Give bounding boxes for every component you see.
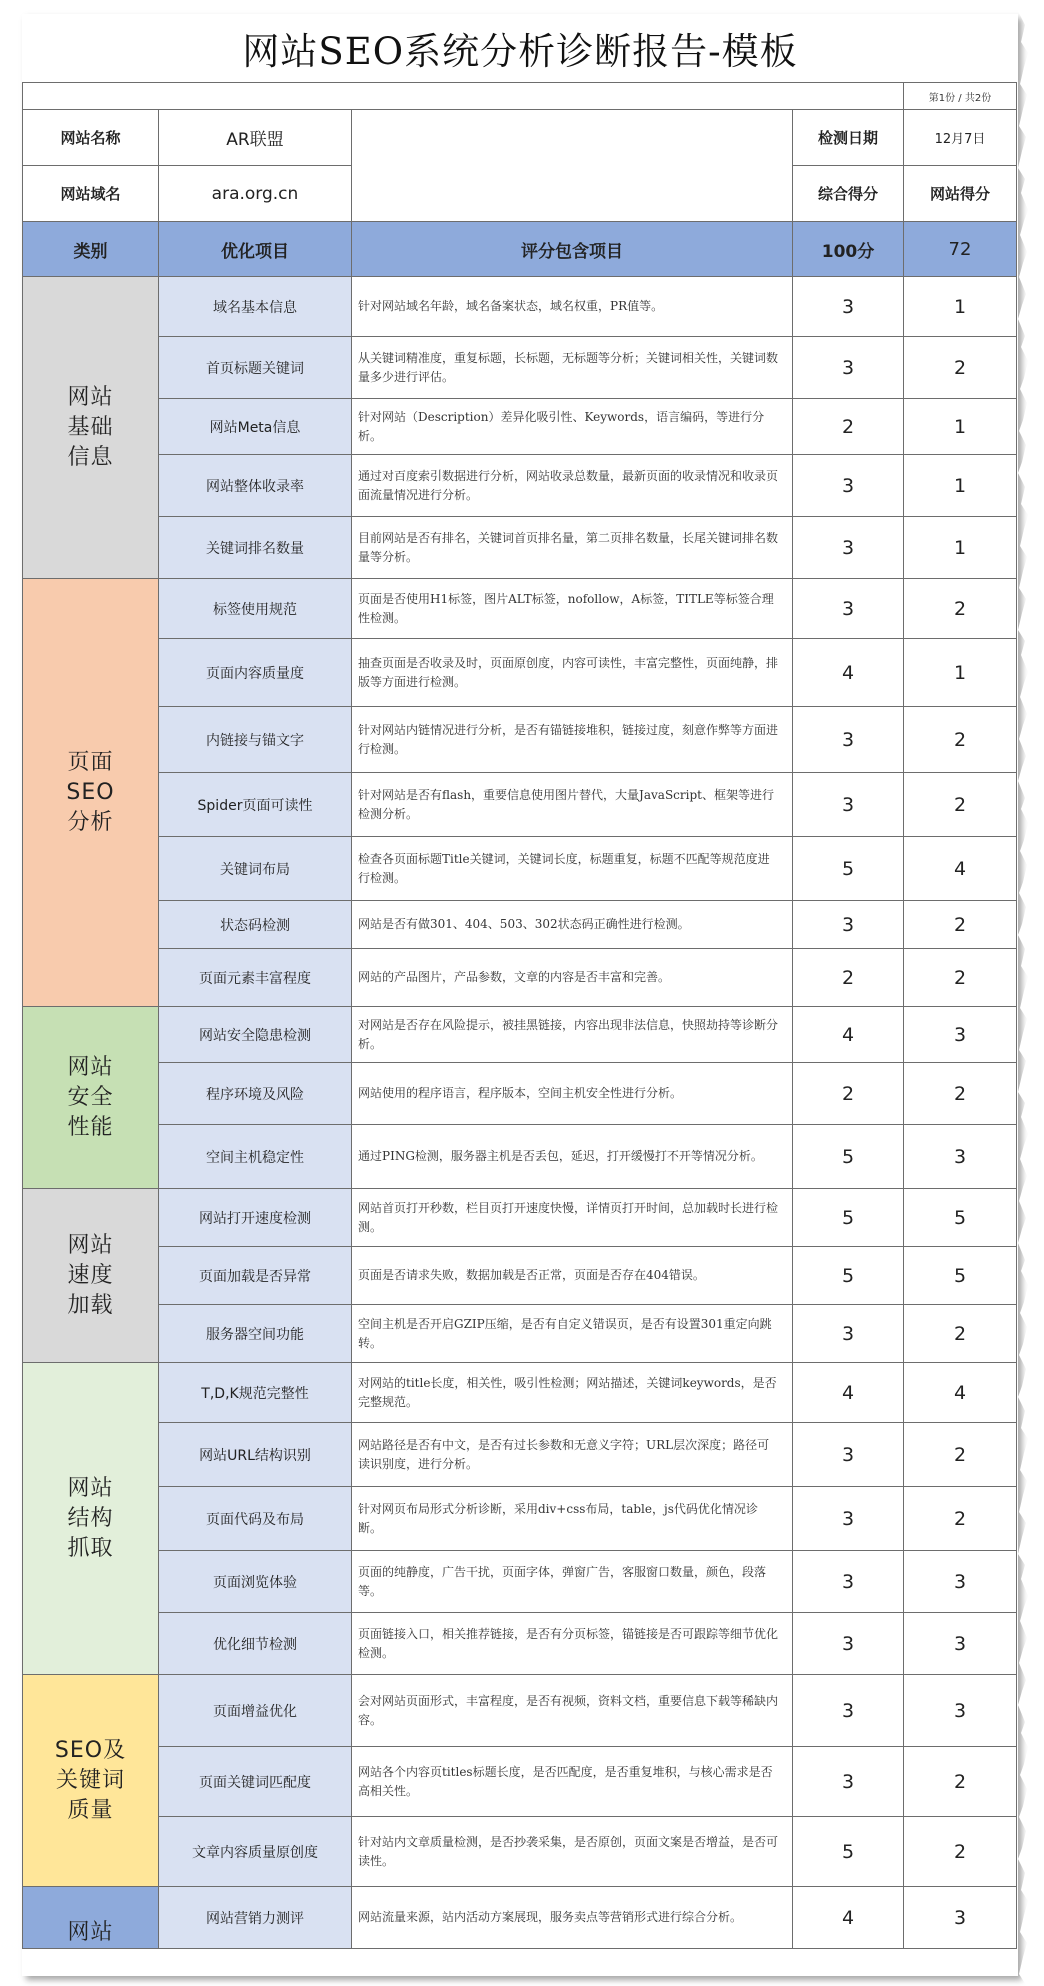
item-name: 域名基本信息	[159, 277, 352, 337]
page-info: 第1份 / 共2份	[904, 83, 1017, 110]
item-name: 网站打开速度检测	[159, 1189, 352, 1247]
header-desc: 评分包含项目	[352, 222, 793, 277]
item-full-score: 5	[793, 1247, 904, 1305]
item-description: 会对网站页面形式，丰富程度，是否有视频，资料文档，重要信息下载等稀缺内容。	[352, 1675, 793, 1747]
item-name: 关键词布局	[159, 837, 352, 901]
item-name: 服务器空间功能	[159, 1305, 352, 1363]
item-full-score: 3	[793, 1613, 904, 1675]
item-full-score: 3	[793, 1423, 904, 1487]
table-row	[23, 1675, 1017, 1747]
item-full-score: 2	[793, 399, 904, 455]
item-name: 优化细节检测	[159, 1613, 352, 1675]
item-name: 网站URL结构识别	[159, 1423, 352, 1487]
item-site-score: 5	[904, 1189, 1017, 1247]
item-name: Spider页面可读性	[159, 773, 352, 837]
header-row	[23, 222, 1017, 277]
item-site-score: 3	[904, 1551, 1017, 1613]
item-name: 网站Meta信息	[159, 399, 352, 455]
item-description: 从关键词精准度，重复标题，长标题，无标题等分析；关键词相关性，关键词数量多少进行评估。	[352, 337, 793, 399]
item-description: 通过对百度索引数据进行分析，网站收录总数量，最新页面的收录情况和收录页面流量情况进行分析。	[352, 455, 793, 517]
item-full-score: 4	[793, 639, 904, 707]
item-site-score: 2	[904, 1487, 1017, 1551]
item-site-score: 1	[904, 639, 1017, 707]
category-cell: 网站 基础 信息	[23, 277, 159, 579]
item-site-score: 1	[904, 399, 1017, 455]
torn-edge-path	[1018, 0, 1044, 1986]
item-description: 网站使用的程序语言，程序版本，空间主机安全性进行分析。	[352, 1063, 793, 1125]
table-row	[23, 1125, 1017, 1189]
item-name: 页面代码及布局	[159, 1487, 352, 1551]
item-name: 网站营销力测评	[159, 1887, 352, 1949]
site-score-label: 网站得分	[904, 166, 1017, 222]
item-site-score: 2	[904, 1063, 1017, 1125]
category-cell: 网站	[23, 1887, 159, 1949]
item-name: 页面浏览体验	[159, 1551, 352, 1613]
page-info-row	[23, 83, 1017, 110]
item-site-score: 3	[904, 1125, 1017, 1189]
table-row	[23, 277, 1017, 337]
table-row	[23, 1613, 1017, 1675]
header-score: 72	[904, 222, 1017, 277]
category-cell: SEO及 关键词 质量	[23, 1675, 159, 1887]
item-name: 页面关键词匹配度	[159, 1747, 352, 1817]
site-blank-cell	[352, 110, 793, 222]
table-row	[23, 773, 1017, 837]
table-row	[23, 337, 1017, 399]
report-table	[22, 82, 1017, 1949]
item-description: 空间主机是否开启GZIP压缩，是否有自定义错误页，是否有设置301重定向跳转。	[352, 1305, 793, 1363]
table-row	[23, 707, 1017, 773]
table-row	[23, 1747, 1017, 1817]
item-name: 空间主机稳定性	[159, 1125, 352, 1189]
item-name: 页面加载是否异常	[159, 1247, 352, 1305]
item-site-score: 4	[904, 1363, 1017, 1423]
category-cell: 页面 SEO 分析	[23, 579, 159, 1007]
item-site-score: 2	[904, 337, 1017, 399]
item-description: 对网站是否存在风险提示，被挂黑链接，内容出现非法信息，快照劫持等诊断分析。	[352, 1007, 793, 1063]
item-name: 页面增益优化	[159, 1675, 352, 1747]
item-site-score: 3	[904, 1675, 1017, 1747]
item-full-score: 3	[793, 517, 904, 579]
item-full-score: 3	[793, 455, 904, 517]
item-full-score: 4	[793, 1887, 904, 1949]
table-row	[23, 1363, 1017, 1423]
check-date-value: 12月7日	[904, 110, 1017, 166]
item-full-score: 5	[793, 837, 904, 901]
item-full-score: 3	[793, 1305, 904, 1363]
item-name: 首页标题关键词	[159, 337, 352, 399]
item-full-score: 3	[793, 707, 904, 773]
item-full-score: 4	[793, 1363, 904, 1423]
table-row	[23, 455, 1017, 517]
item-full-score: 5	[793, 1189, 904, 1247]
item-description: 网站是否有做301、404、503、302状态码正确性进行检测。	[352, 901, 793, 949]
table-row	[23, 1063, 1017, 1125]
item-site-score: 2	[904, 1305, 1017, 1363]
item-description: 目前网站是否有排名，关键词首页排名量，第二页排名数量，长尾关键词排名数量等分析。	[352, 517, 793, 579]
item-site-score: 3	[904, 1887, 1017, 1949]
item-full-score: 5	[793, 1125, 904, 1189]
item-site-score: 2	[904, 1817, 1017, 1887]
table-row	[23, 639, 1017, 707]
site-domain-value: ara.org.cn	[159, 166, 352, 222]
report-title: 网站SEO系统分析诊断报告-模板	[242, 30, 798, 73]
item-name: 页面元素丰富程度	[159, 949, 352, 1007]
category-cell: 网站 速度 加载	[23, 1189, 159, 1363]
item-full-score: 3	[793, 1487, 904, 1551]
item-full-score: 2	[793, 1063, 904, 1125]
header-item: 优化项目	[159, 222, 352, 277]
item-description: 针对网站内链情况进行分析，是否有锚链接堆积，链接过度，刻意作弊等方面进行检测。	[352, 707, 793, 773]
item-site-score: 2	[904, 579, 1017, 639]
item-description: 网站路径是否有中文，是否有过长参数和无意义字符；URL层次深度；路径可读识别度，进行分析。	[352, 1423, 793, 1487]
item-description: 针对网站（Description）差异化吸引性、Keywords，语言编码，等进行分析。	[352, 399, 793, 455]
site-domain-label: 网站域名	[23, 166, 159, 222]
header-total: 100分	[793, 222, 904, 277]
item-full-score: 3	[793, 337, 904, 399]
item-site-score: 1	[904, 455, 1017, 517]
table-row	[23, 1817, 1017, 1887]
item-site-score: 2	[904, 949, 1017, 1007]
item-name: 程序环境及风险	[159, 1063, 352, 1125]
table-row	[23, 1007, 1017, 1063]
header-category: 类别	[23, 222, 159, 277]
item-full-score: 5	[793, 1817, 904, 1887]
item-description: 网站各个内容页titles标题长度，是否匹配度，是否重复堆积，与核心需求是否高相关性。	[352, 1747, 793, 1817]
item-site-score: 2	[904, 1423, 1017, 1487]
item-full-score: 3	[793, 1747, 904, 1817]
item-name: 内链接与锚文字	[159, 707, 352, 773]
item-description: 抽查页面是否收录及时，页面原创度，内容可读性，丰富完整性，页面纯静，排版等方面进行检测。	[352, 639, 793, 707]
table-row	[23, 949, 1017, 1007]
item-name: 网站整体收录率	[159, 455, 352, 517]
table-row	[23, 1247, 1017, 1305]
item-description: 针对网站是否有flash，重要信息使用图片替代，大量JavaScript、框架等进行检测分析。	[352, 773, 793, 837]
item-description: 网站流量来源，站内活动方案展现，服务卖点等营销形式进行综合分析。	[352, 1887, 793, 1949]
report-sheet	[22, 14, 1018, 1976]
item-description: 网站的产品图片，产品参数，文章的内容是否丰富和完善。	[352, 949, 793, 1007]
item-full-score: 3	[793, 773, 904, 837]
table-row	[23, 1423, 1017, 1487]
item-site-score: 5	[904, 1247, 1017, 1305]
item-site-score: 2	[904, 901, 1017, 949]
table-row	[23, 579, 1017, 639]
table-row	[23, 1887, 1017, 1949]
item-full-score: 2	[793, 949, 904, 1007]
table-row	[23, 1551, 1017, 1613]
check-date-label: 检测日期	[793, 110, 904, 166]
table-row	[23, 901, 1017, 949]
item-name: 状态码检测	[159, 901, 352, 949]
total-score-label: 综合得分	[793, 166, 904, 222]
item-full-score: 3	[793, 1675, 904, 1747]
site-name-value: AR联盟	[159, 110, 352, 166]
torn-edge	[1014, 0, 1044, 1986]
item-full-score: 4	[793, 1007, 904, 1063]
item-name: 网站安全隐患检测	[159, 1007, 352, 1063]
item-description: 页面是否请求失败，数据加载是否正常，页面是否存在404错误。	[352, 1247, 793, 1305]
item-full-score: 3	[793, 277, 904, 337]
item-description: 检查各页面标题Title关键词，关键词长度，标题重复，标题不匹配等规范度进行检测。	[352, 837, 793, 901]
item-name: 页面内容质量度	[159, 639, 352, 707]
table-row	[23, 837, 1017, 901]
site-name-row	[23, 110, 1017, 166]
item-site-score: 3	[904, 1007, 1017, 1063]
table-row	[23, 1487, 1017, 1551]
item-full-score: 3	[793, 1551, 904, 1613]
item-full-score: 3	[793, 901, 904, 949]
item-description: 对网站的title长度，相关性，吸引性检测；网站描述，关键词keywords，是否完整规范。	[352, 1363, 793, 1423]
item-description: 页面是否使用H1标签，图片ALT标签，nofollow，A标签，TITLE等标签合理性检测。	[352, 579, 793, 639]
category-cell: 网站 结构 抓取	[23, 1363, 159, 1675]
item-site-score: 1	[904, 517, 1017, 579]
item-name: 关键词排名数量	[159, 517, 352, 579]
item-site-score: 2	[904, 773, 1017, 837]
item-description: 页面链接入口，相关推荐链接，是否有分页标签，锚链接是否可跟踪等细节优化检测。	[352, 1613, 793, 1675]
item-site-score: 1	[904, 277, 1017, 337]
item-description: 网站首页打开秒数，栏目页打开速度快慢，详情页打开时间，总加载时长进行检测。	[352, 1189, 793, 1247]
table-row	[23, 1305, 1017, 1363]
item-full-score: 3	[793, 579, 904, 639]
item-description: 针对网站域名年龄，域名备案状态，域名权重，PR值等。	[352, 277, 793, 337]
item-name: T,D,K规范完整性	[159, 1363, 352, 1423]
item-description: 针对站内文章质量检测，是否抄袭采集，是否原创，页面文案是否增益，是否可读性。	[352, 1817, 793, 1887]
item-site-score: 4	[904, 837, 1017, 901]
item-name: 文章内容质量原创度	[159, 1817, 352, 1887]
table-row	[23, 1189, 1017, 1247]
table-row	[23, 399, 1017, 455]
item-name: 标签使用规范	[159, 579, 352, 639]
table-row	[23, 517, 1017, 579]
item-description: 通过PING检测，服务器主机是否丢包，延迟，打开缓慢打不开等情况分析。	[352, 1125, 793, 1189]
item-site-score: 3	[904, 1613, 1017, 1675]
site-name-label: 网站名称	[23, 110, 159, 166]
category-cell: 网站 安全 性能	[23, 1007, 159, 1189]
item-description: 页面的纯静度，广告干扰，页面字体，弹窗广告，客服窗口数量，颜色，段落等。	[352, 1551, 793, 1613]
item-site-score: 2	[904, 1747, 1017, 1817]
item-site-score: 2	[904, 707, 1017, 773]
item-description: 针对网页布局形式分析诊断，采用div+css布局，table，js代码优化情况诊断。	[352, 1487, 793, 1551]
